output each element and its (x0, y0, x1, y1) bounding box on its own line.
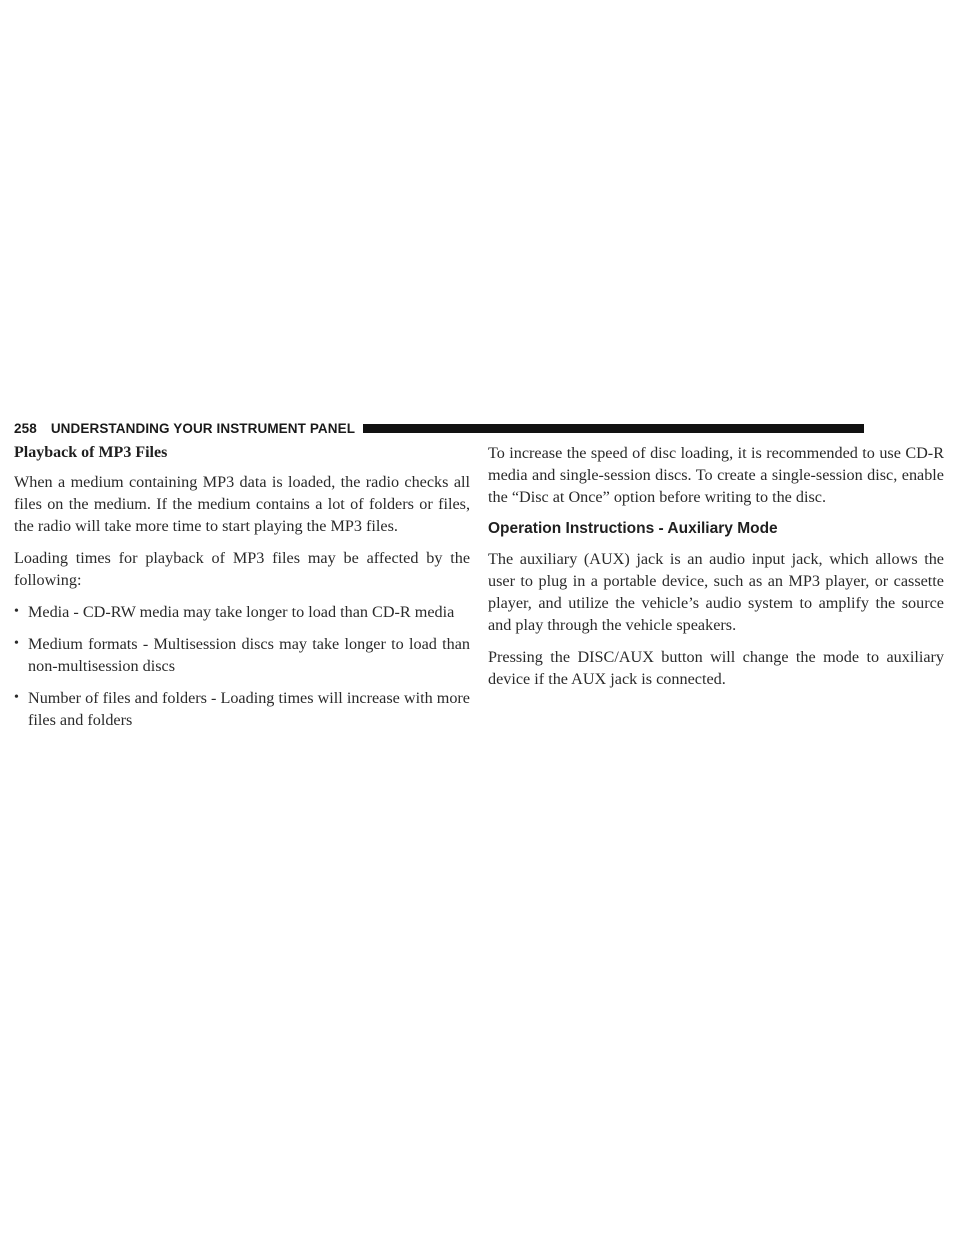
list-item (14, 687, 470, 731)
page-number: 258 (14, 420, 37, 436)
header-rule (363, 424, 864, 433)
right-column (488, 442, 944, 700)
paragraph: The auxiliary (AUX) jack is an audio input jack, which allows the user to plug in a portable device, such as an MP3 player, or cassette player, and utilize the vehicle’s audio system to amplify the source and play through the vehicle speakers. (488, 550, 944, 634)
bullet-list (14, 601, 470, 731)
paragraph: Pressing the DISC/AUX button will change the mode to auxiliary device if the AUX jack is connected. (488, 648, 944, 688)
bullet-icon: • (14, 636, 19, 651)
bullet-icon: • (14, 604, 19, 619)
list-item (14, 633, 470, 677)
bullet-icon: • (14, 690, 19, 705)
list-item-text: Media - CD-RW media may take longer to load than CD-R media (28, 603, 455, 621)
paragraph: To increase the speed of disc loading, it is recommended to use CD-R media and single-session discs. To create a single-session disc, enable the “Disc at Once” option before writing to the disc. (488, 444, 944, 506)
section-heading-auxiliary-mode: Operation Instructions - Auxiliary Mode (488, 520, 778, 537)
paragraph: Loading times for playback of MP3 files may be affected by the following: (14, 549, 470, 589)
list-item-text: Number of files and folders - Loading times will increase with more files and folders (28, 689, 470, 729)
left-column (14, 442, 470, 741)
list-item-text: Medium formats - Multisession discs may take longer to load than non-multisession discs (28, 635, 470, 675)
section-heading-mp3-playback: Playback of MP3 Files (14, 444, 168, 461)
chapter-title: UNDERSTANDING YOUR INSTRUMENT PANEL (50, 420, 356, 436)
list-item (14, 601, 470, 623)
page-header (14, 418, 864, 438)
paragraph: When a medium containing MP3 data is loaded, the radio checks all files on the medium. If the medium contains a lot of folders or files, the radio will take more time to start playing the MP3 files. (14, 473, 470, 535)
